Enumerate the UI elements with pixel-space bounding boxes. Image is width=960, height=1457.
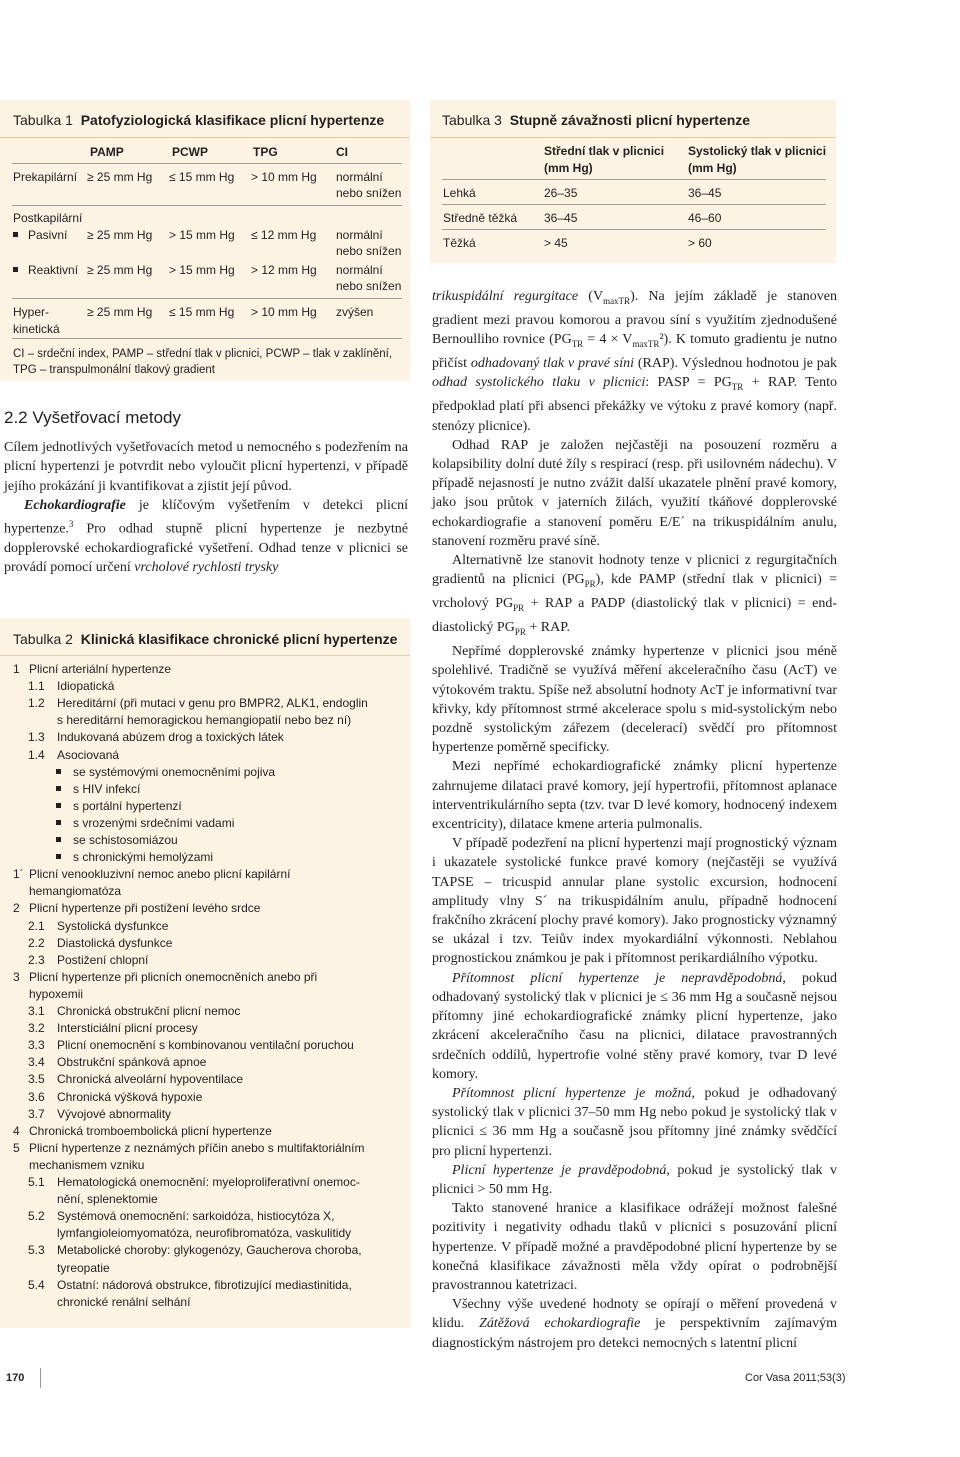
paragraph: V případě podezření na plicní hypertenzi mají prognostický význam i ukazatele systolické funkce pravé komory (nejčastěji se využívá TAPSE – tricuspid annular plane systolic excursion, hodnocení amplitudy vlny S´ na trikuspidálním anulu, případně hodnocení frakčního zkrácení plochy pravé komory). Jako prognosticky významný se ukázal i tzv. Teiův index myokardiální výkonnosti. Neblahou prognostickou známkou je pak i přítomnost perikardiálního výpotku. bbox=[432, 836, 837, 967]
cell-sys: > 60 bbox=[688, 236, 712, 250]
bullet-icon bbox=[13, 232, 18, 237]
item-number: 5.1 bbox=[28, 1175, 45, 1189]
item-text: Intersticiální plicní procesy bbox=[57, 1021, 198, 1036]
item-number: 5 bbox=[13, 1140, 20, 1155]
cell-sys: 36–45 bbox=[688, 186, 722, 200]
bullet-icon bbox=[56, 786, 61, 791]
section-heading: 2.2 Vyšetřovací metody bbox=[4, 408, 182, 427]
cell-pcwp: ≤ 15 mm Hg bbox=[169, 305, 235, 319]
item-text: Idiopatická bbox=[57, 679, 115, 694]
column-header: PCWP bbox=[172, 145, 208, 159]
row-name: Středně těžká bbox=[443, 211, 518, 225]
item-number: 1´ bbox=[13, 867, 24, 882]
row-name: Lehká bbox=[443, 186, 476, 200]
item-text: nění, splenektomie bbox=[57, 1192, 158, 1207]
item-text: s hereditární hemoragickou hemangiopatií nebo bez ní) bbox=[57, 713, 352, 728]
row-name: Těžká bbox=[443, 236, 476, 250]
cell-sys: 46–60 bbox=[688, 211, 722, 225]
item-number: 1.2 bbox=[28, 696, 45, 711]
divider bbox=[12, 163, 402, 164]
item-text: hypoxemii bbox=[29, 986, 84, 1001]
item-number: 5.3 bbox=[28, 1243, 45, 1258]
item-text: Obstrukční spánková apnoe bbox=[57, 1055, 207, 1070]
paragraph: Takto stanovené hranice a klasifikace odrážejí možnost falešné pozitivity i negativity odhadu tlaků v plicnici s posuzování plicní hypertenze. V případě možné a pravděpodobné plicní hypertenze by se konečná klasifikace závažnosti měla vždy opírat o podrobnější pravostrannou katetrizaci. bbox=[432, 1201, 837, 1293]
paragraph: Mezi nepřímé echokardiografické známky plicní hypertenze zahrnujeme dilataci pravé komory, její hypertrofii, přítomnost aplanace interventrikulárního septa (tzv. tvar D levé komory, hodnocený indexem excentricity), dilatace kmene arteria pulmonalis. bbox=[432, 759, 837, 833]
cell-pamp: ≥ 25 mm Hg bbox=[87, 263, 153, 277]
cell-mean: 26–35 bbox=[544, 186, 578, 200]
table-1 bbox=[0, 100, 410, 381]
item-text: Chronická obstrukční plicní nemoc bbox=[57, 1004, 241, 1018]
bullet-icon bbox=[56, 803, 61, 808]
item-text: Chronická alveolární hypoventilace bbox=[57, 1072, 244, 1087]
paragraph: Všechny výše uvedené hodnoty se opírají o měření provedená v klidu. Zátěžová echokardiografie je perspektivním zajímavým diagnostickým nástrojem pro detekci nemocných s latentní plicní bbox=[432, 1297, 838, 1351]
item-text: hemangiomatóza bbox=[29, 884, 122, 899]
row-name: Pasivní bbox=[13, 227, 67, 243]
cell-tpg: > 10 mm Hg bbox=[251, 170, 317, 184]
item-text: Plicní onemocnění s kombinovanou ventilační poruchou bbox=[57, 1038, 354, 1053]
item-text: s vrozenými srdečními vadami bbox=[73, 815, 235, 830]
item-text: mechanismem vzniku bbox=[29, 1157, 145, 1172]
footnote: TPG – transpulmonální tlakový gradient bbox=[13, 364, 215, 376]
row-name: Hyper- bbox=[13, 305, 50, 319]
divider bbox=[442, 229, 826, 230]
table-1-title: Tabulka 1 Patofyziologická klasifikace plicní hypertenze bbox=[13, 112, 385, 128]
item-text: Plicní hypertenze při postižení levého srdce bbox=[29, 901, 261, 916]
item-text: Plicní venookluzivní nemoc anebo plicní kapilární bbox=[29, 867, 291, 882]
divider bbox=[442, 204, 826, 205]
item-number: 3.5 bbox=[28, 1072, 45, 1087]
footnote: CI – srdeční index, PAMP – střední tlak v plicnici, PCWP – tlak v zaklínění, bbox=[13, 348, 393, 360]
table-3-title: Tabulka 3 Stupně závažnosti plicní hypertenze bbox=[442, 112, 751, 128]
bullet-icon bbox=[56, 832, 71, 849]
divider bbox=[442, 179, 826, 180]
column-header: Systolický tlak v plicnici bbox=[688, 144, 827, 158]
paragraph: trikuspidální regurgitace $(V_{maxTR})$. Na jejím základě je stanoven gradient mezi pravou komorou a pravou síní s využitím zjednodušené Bernoulliho rovnice $(PG_{TR} = 4 \times V_{maxTR}^2)$. K tomuto gradientu je nutno přičíst odhadovaný tlak v pravé síni (RAP). Výslednou hodnotou je pak odhad systolického tlaku v plicnici: PASP = $PG_{TR}$ + RAP. Tento předpoklad platí při absenci překážky ve výtoku z pravé komory (např. stenózy plicnice). bbox=[432, 289, 838, 434]
item-text: s portální hypertenzí bbox=[73, 798, 182, 813]
item-number: 1 bbox=[13, 662, 20, 676]
item-number: 4 bbox=[13, 1123, 20, 1138]
table-3 bbox=[430, 100, 836, 263]
item-text: Systolická dysfunkce bbox=[57, 918, 169, 933]
cell-ci: zvýšen bbox=[336, 305, 374, 319]
bullet-icon bbox=[56, 849, 71, 866]
item-number: 3.1 bbox=[28, 1004, 45, 1018]
paragraph: Přítomnost plicní hypertenze je nepravděpodobná, pokud odhadovaný systolický tlak v plicnici je ≤ 36 mm Hg a současně nejsou přítomny jiné echokardiografické známky plicní hypertenze, jako zkrácení akceleračního času na plicnici, dilatace pravostranných srdečních oddílů, hypertrofie volné stěny pravé komory, tvar D levé komory. bbox=[432, 970, 837, 1082]
row-name: Prekapilární bbox=[13, 170, 78, 184]
bullet-icon bbox=[56, 837, 61, 842]
item-text: se schistosomiázou bbox=[73, 833, 178, 847]
item-number: 2 bbox=[13, 901, 20, 916]
bullet-icon bbox=[56, 781, 71, 798]
item-number: 3.2 bbox=[28, 1021, 45, 1036]
bullet-icon bbox=[13, 267, 18, 272]
paragraph: Nepřímé dopplerovské známky hypertenze v plicnici jsou méně spolehlivé. Tradičně se využívá měření akceleračního času (AcT) ve výtokovém traktu. Spíše než absolutní hodnoty AcT je informativní tvar křivky, kdy přítomnost strmé akcelerace spolu s mid-systolickým nebo pozdně systolickým zářezem (decelerací) svědčí pro přítomnost hypertenze poměrně specificky. bbox=[432, 644, 837, 756]
left-text bbox=[4, 438, 408, 578]
table-2 bbox=[0, 618, 410, 1328]
item-text: Ostatní: nádorová obstrukce, fibrotizující mediastinitida, bbox=[57, 1277, 352, 1292]
cell-mean: 36–45 bbox=[544, 211, 578, 225]
item-text: Diastolická dysfunkce bbox=[57, 935, 173, 950]
cell-pamp: ≥ 25 mm Hg bbox=[87, 170, 153, 184]
cell-ci: nebo snížen bbox=[336, 186, 402, 200]
column-header: Střední tlak v plicnici bbox=[544, 144, 665, 158]
divider bbox=[12, 298, 402, 299]
item-number: 2.1 bbox=[28, 918, 45, 933]
item-number: 1.3 bbox=[28, 730, 45, 745]
item-text: Hematologická onemocnění: myeloproliferativní onemoc- bbox=[57, 1175, 360, 1189]
item-number: 1.4 bbox=[28, 747, 45, 762]
journal-citation: Cor Vasa 2011;53(3) bbox=[745, 1372, 846, 1384]
right-text bbox=[432, 287, 837, 1353]
table-2-title: Tabulka 2 Klinická klasifikace chronické plicní hypertenze bbox=[13, 631, 398, 647]
item-text: Plicní hypertenze při plicních onemocněních anebo při bbox=[29, 969, 318, 984]
cell-ci: nebo snížen bbox=[336, 244, 402, 258]
column-header: PAMP bbox=[90, 145, 124, 159]
item-text: Hereditární (při mutaci v genu pro BMPR2, ALK1, endoglin bbox=[57, 696, 368, 711]
row-name: Reaktivní bbox=[13, 262, 78, 278]
item-number: 5.2 bbox=[28, 1209, 45, 1224]
item-text: Postižení chlopní bbox=[57, 952, 149, 967]
column-header: (mm Hg) bbox=[688, 161, 737, 175]
paragraph: Přítomnost plicní hypertenze je možná, pokud je odhadovaný systolický tlak v plicnici 37–50 mm Hg nebo pokud je systolický tlak v plicnici ≤ 36 mm Hg a současně jsou přítomny jiné známky svědčící pro plicní hypertenzi. bbox=[432, 1085, 838, 1159]
divider bbox=[430, 137, 836, 138]
cell-pcwp: > 15 mm Hg bbox=[169, 263, 235, 277]
item-text: Plicní hypertenze z neznámých příčin anebo s multifaktoriálním bbox=[29, 1140, 365, 1155]
footer-divider bbox=[40, 1368, 41, 1388]
bullet-icon bbox=[56, 769, 61, 774]
cell-pamp: ≥ 25 mm Hg bbox=[87, 305, 153, 319]
page-number: 170 bbox=[6, 1372, 25, 1384]
cell-pamp: ≥ 25 mm Hg bbox=[87, 228, 153, 242]
divider bbox=[0, 655, 410, 656]
cell-tpg: > 10 mm Hg bbox=[251, 305, 317, 319]
item-text: Asociovaná bbox=[57, 747, 120, 762]
cell-tpg: ≤ 12 mm Hg bbox=[251, 228, 317, 242]
item-number: 1.1 bbox=[28, 679, 45, 694]
item-number: 3.6 bbox=[28, 1089, 45, 1104]
bullet-icon bbox=[56, 854, 61, 859]
divider bbox=[0, 137, 410, 138]
item-number: 2.3 bbox=[28, 952, 45, 967]
item-text: Metabolické choroby: glykogenózy, Gaucherova choroba, bbox=[57, 1243, 362, 1258]
item-text: Chronická výšková hypoxie bbox=[57, 1089, 203, 1104]
item-number: 3 bbox=[13, 969, 20, 984]
item-text: tyreopatie bbox=[57, 1260, 110, 1275]
column-header: TPG bbox=[253, 145, 278, 159]
cell-pcwp: > 15 mm Hg bbox=[169, 228, 235, 242]
bullet-icon bbox=[56, 798, 71, 815]
paragraph: Plicní hypertenze je pravděpodobná, pokud je systolický tlak v plicnici > 50 mm Hg. bbox=[432, 1162, 837, 1197]
item-text: Systémová onemocnění: sarkoidóza, histiocytóza X, bbox=[57, 1209, 335, 1224]
item-text: Plicní arteriální hypertenze bbox=[29, 662, 172, 676]
paragraph: Alternativně lze stanovit hodnoty tenze v plicnici z regurgitačních gradientů na plicnici $(PG_{PR})$, kde PAMP (střední tlak v plicnici) = vrcholový $PG_{PR}$ + RAP a PADP (diastolický tlak v plicnici) = end-diastolický $PG_{PR}$ + RAP. bbox=[432, 553, 837, 638]
bullet-icon bbox=[56, 764, 71, 781]
paragraph: Odhad RAP je založen nejčastěji na posouzení rozměru a kolapsibility dolní duté žíly s respirací (resp. při usilovném nádechu). V případě nejasností je nutno zvážit další ukazatele plnění pravé komory, jako jsou průtok v jaterních žilách, využití tkáňové dopplerovské echokardiografie a stanovení poměru E/E´ na trikuspidálním anulu, stanovení rozměru pravé síně. bbox=[432, 437, 837, 549]
item-text: lymfangioleiomyomatóza, neurofibromatóza, vaskulitidy bbox=[57, 1226, 352, 1241]
item-number: 3.7 bbox=[28, 1106, 45, 1121]
item-number: 5.4 bbox=[28, 1277, 45, 1292]
cell-ci: normální bbox=[336, 228, 383, 242]
bullet-icon bbox=[56, 820, 61, 825]
item-text: chronické renální selhání bbox=[57, 1294, 191, 1309]
row-name: kinetická bbox=[13, 322, 60, 336]
cell-mean: > 45 bbox=[544, 236, 568, 250]
item-text: Vývojové abnormality bbox=[57, 1106, 172, 1121]
item-text: s HIV infekcí bbox=[73, 781, 141, 796]
cell-ci: nebo snížen bbox=[336, 279, 402, 293]
row-name: Postkapilární bbox=[13, 211, 83, 225]
paragraph: Cílem jednotlivých vyšetřovacích metod u nemocného s podezřením na plicní hypertenzi je potvrdit nebo vyloučit plicní hypertenzi, v případě jejího prokázání ji kvantifikovat a zjistit její původ. bbox=[4, 440, 408, 494]
column-header: CI bbox=[336, 145, 348, 159]
item-text: Chronická tromboembolická plicní hypertenze bbox=[29, 1123, 272, 1138]
item-text: Indukovaná abúzem drog a toxických látek bbox=[57, 730, 284, 745]
item-number: 3.4 bbox=[28, 1055, 45, 1070]
item-text: se systémovými onemocněními pojiva bbox=[73, 764, 276, 779]
column-header: (mm Hg) bbox=[544, 161, 593, 175]
cell-pcwp: ≤ 15 mm Hg bbox=[169, 170, 235, 184]
item-text: s chronickými hemolýzami bbox=[73, 850, 214, 865]
divider bbox=[12, 205, 402, 206]
divider bbox=[12, 338, 402, 339]
cell-tpg: > 12 mm Hg bbox=[251, 263, 317, 277]
item-number: 2.2 bbox=[28, 935, 45, 950]
cell-ci: normální bbox=[336, 170, 383, 184]
cell-ci: normální bbox=[336, 263, 383, 277]
bullet-icon bbox=[56, 815, 71, 832]
paragraph: Echokardiografie je klíčovým vyšetřením v detekci plicní hypertenze.$^3$ Pro odhad stupně plicní hypertenze je nezbytné dopplerovské echokardiografické vyšetření. Odhad tenze v plicnici se provádí pomocí určení vrcholové rychlosti trysky bbox=[4, 497, 408, 576]
item-number: 3.3 bbox=[28, 1038, 45, 1053]
